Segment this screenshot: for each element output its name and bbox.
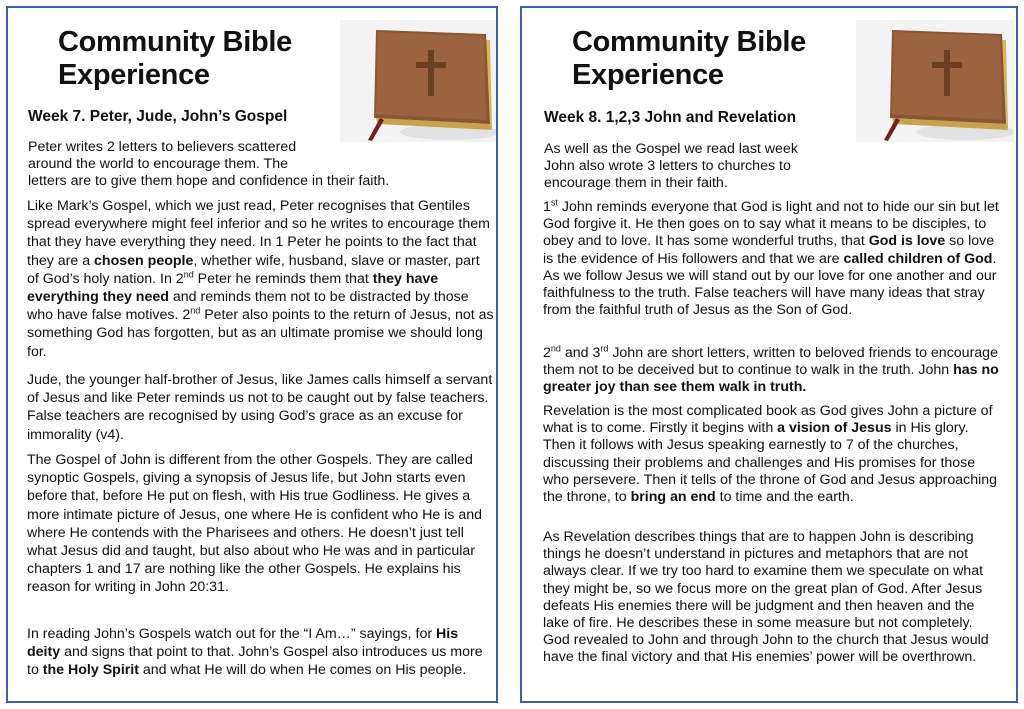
reading-tips-paragraph: In reading John’s Gospels watch out for the “I Am…” sayings, for His deity and signs that point to that. John’s Gospel also introduces us more to the Holy Spirit and what He will do when He comes on His people. [27, 626, 483, 679]
jude-paragraph: Jude, the younger half-brother of Jesus, like James calls himself a servant of Jesus and like Peter reminds us not to be caught out by false teachers. False teachers are recognised by using God’s grace as an excuse for immorality (v4). [27, 372, 493, 443]
intro-text: As well as the Gospel we read last week John also wrote 3 letters to churches to encourage them in their faith. [544, 141, 798, 191]
peter-paragraph: Like Mark’s Gospel, which we just read, Peter recognises that Gentiles spread everywhere might feel inferior and so he writes to encourage them that they have everything they need. In 1 Peter he points to the fact that they are a chosen people, whether wife, husband, slave or master, part of God’s holy nation. In 2nd Peter he reminds them that they have everything they need and reminds them not to be distracted by those who have false motives. 2nd Peter also points to the return of Jesus, not as something God has forgotten, but as an ultimate promise we should long for. [27, 198, 494, 360]
week8-panel [520, 6, 1018, 703]
john-gospel-paragraph: The Gospel of John is different from the other Gospels. They are called synoptic Gospels, giving a synopsis of Jesus life, but John starts even before that, before He put on flesh, with His true Godliness. He gives a more intimate picture of Jesus, one where He is confident who He is and where He contends with the Pharisees and others. He doesn’t just tell what Jesus did and taught, but also about who He was and in particular chapters 1 and 17 are nothing like the other Gospels. He explains his reason for writing in John 20:31. [27, 452, 483, 596]
page-title: Community Bible Experience [58, 26, 292, 91]
revelation-meaning-paragraph: As Revelation describes things that are to happen John is describing things he doesn’t understand in pictures and metaphors that are not always clear. If we try too hard to examine them we speculate on what they might be, so we focus more on the great plan of God. After Jesus defeats His enemies there will be judgment and then heaven and the lake of fire. He describes these in some measure but not completely. God revealed to John and through John to the church that Jesus would have the final victory and that His enemies’ power will be overthrown. [543, 529, 989, 666]
page-title: Community Bible Experience [572, 26, 806, 91]
week-heading: Week 8. 1,2,3 John and Revelation [544, 109, 797, 126]
second-third-john-paragraph: 2nd and 3rd John are short letters, written to beloved friends to encourage them not to be deceived but to continue to walk in the truth. John has no greater joy than see them walk in truth. [543, 343, 999, 396]
bible-image [856, 20, 1014, 142]
intro-text: Peter writes 2 letters to believers scattered around the world to encourage them. The letters are to give them hope and confidence in their faith. [28, 139, 390, 189]
revelation-paragraph: Revelation is the most complicated book as God gives John a picture of what is to come. Firstly it begins with a vision of Jesus in His glory. Then it follows with Jesus speaking earnestly to 7 of the churches, discussing their problems and challenges and His promises for those who persevere. Then it tells of the throne of God and Jesus approaching the throne, to bring an end to time and the earth. [543, 403, 998, 506]
week7-panel [6, 6, 498, 703]
week-heading: Week 7. Peter, Jude, John’s Gospel [28, 108, 288, 125]
first-john-paragraph: 1st John reminds everyone that God is light and not to hide our sin but let God forgive it. He then goes on to say what it means to be disciples, to obey and to love. It has some wonderful truths, that God is love so love is the evidence of His followers and that we are called children of God. As we follow Jesus we will stand out by our love for one another and our faithfulness to the truth. False teachers will have many ideas that stray from the faithful truth of Jesus as the Son of God. [543, 197, 999, 319]
bible-image [340, 20, 498, 142]
